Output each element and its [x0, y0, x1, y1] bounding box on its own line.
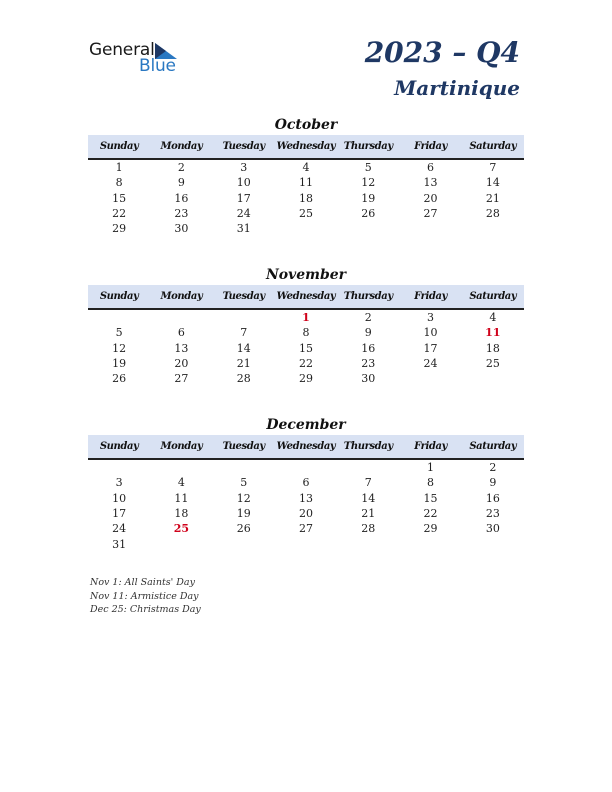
day-cell: 19: [112, 357, 127, 371]
day-cell: 2: [489, 461, 497, 475]
day-cell: 31: [236, 222, 251, 236]
day-cell: 23: [361, 357, 376, 371]
day-cell: 8: [115, 176, 123, 190]
month-block-november: [88, 265, 524, 386]
day-cell: 6: [177, 326, 185, 340]
day-cell: 13: [174, 341, 189, 355]
day-cell: 12: [112, 341, 127, 355]
day-cell: 26: [236, 522, 251, 536]
day-cell: 30: [174, 222, 189, 236]
day-cell: 1: [427, 461, 435, 475]
day-cell: 11: [298, 176, 313, 190]
week-row: [88, 221, 524, 236]
week-row: [88, 310, 524, 325]
weekday-header-row: [88, 435, 524, 460]
day-cell: 9: [364, 326, 372, 340]
day-cell: 18: [485, 341, 500, 355]
holiday-note: Nov 11: Armistice Day: [90, 590, 199, 602]
day-cell: 28: [236, 372, 251, 386]
weekday-saturday: Saturday: [469, 141, 517, 152]
day-cell: 26: [112, 372, 127, 386]
weekday-friday: Friday: [414, 441, 447, 452]
weekday-header-row: [88, 285, 524, 310]
day-cell: 23: [485, 507, 500, 521]
day-cell: 27: [298, 522, 313, 536]
weekday-header-row: [88, 135, 524, 160]
day-cell: 10: [112, 491, 127, 505]
day-cell: 9: [489, 476, 497, 490]
weekday-sunday: Sunday: [99, 291, 139, 302]
day-cell: 17: [423, 341, 438, 355]
week-row: [88, 475, 524, 490]
day-cell: 22: [423, 507, 438, 521]
day-cell: 8: [302, 326, 310, 340]
day-cell: 20: [174, 357, 189, 371]
day-cell: 1: [115, 161, 123, 175]
day-cell: 15: [112, 191, 127, 205]
day-cell: 19: [361, 191, 376, 205]
month-name: December: [266, 417, 346, 433]
day-cell: 27: [423, 207, 438, 221]
holiday-day-cell: 11: [485, 326, 501, 340]
day-cell: 16: [361, 341, 376, 355]
day-cell: 10: [236, 176, 251, 190]
day-cell: 16: [485, 491, 500, 505]
holiday-note: Dec 25: Christmas Day: [90, 604, 201, 615]
day-cell: 22: [298, 357, 313, 371]
day-cell: 19: [236, 507, 251, 521]
day-cell: 26: [361, 207, 376, 221]
day-cell: 21: [236, 357, 251, 371]
day-cell: 2: [177, 161, 185, 175]
day-cell: 4: [302, 161, 310, 175]
day-cell: 4: [489, 311, 497, 325]
day-cell: 14: [361, 491, 376, 505]
day-cell: 17: [236, 191, 251, 205]
week-row: [88, 536, 524, 551]
day-cell: 13: [298, 491, 313, 505]
day-cell: 29: [423, 522, 438, 536]
day-cell: 29: [112, 222, 127, 236]
day-cell: 3: [427, 311, 435, 325]
week-row: [88, 341, 524, 356]
day-cell: 15: [298, 341, 313, 355]
day-cell: 24: [236, 207, 251, 221]
week-row: [88, 160, 524, 175]
weekday-saturday: Saturday: [469, 441, 517, 452]
day-cell: 27: [174, 372, 189, 386]
weekday-saturday: Saturday: [469, 291, 517, 302]
week-row: [88, 460, 524, 475]
weekday-thursday: Thursday: [343, 291, 393, 302]
weekday-sunday: Sunday: [99, 441, 139, 452]
day-cell: 3: [240, 161, 248, 175]
day-cell: 7: [240, 326, 248, 340]
day-cell: 5: [115, 326, 123, 340]
day-cell: 21: [485, 191, 500, 205]
weekday-thursday: Thursday: [343, 141, 393, 152]
weekday-friday: Friday: [414, 141, 447, 152]
weekday-sunday: Sunday: [99, 141, 139, 152]
week-row: [88, 325, 524, 340]
weekday-wednesday: Wednesday: [276, 141, 336, 152]
day-cell: 31: [112, 537, 127, 551]
day-cell: 12: [361, 176, 376, 190]
weekday-monday: Monday: [160, 441, 203, 452]
day-cell: 14: [236, 341, 251, 355]
holiday-day-cell: 1: [302, 311, 310, 325]
day-cell: 24: [423, 357, 438, 371]
day-cell: 23: [174, 207, 189, 221]
weekday-tuesday: Tuesday: [222, 441, 265, 452]
day-cell: 8: [427, 476, 435, 490]
weekday-monday: Monday: [160, 141, 203, 152]
week-row: [88, 206, 524, 221]
day-cell: 16: [174, 191, 189, 205]
weekday-tuesday: Tuesday: [222, 291, 265, 302]
day-cell: 29: [298, 372, 313, 386]
day-cell: 10: [423, 326, 438, 340]
week-row: [88, 356, 524, 371]
day-cell: 3: [115, 476, 123, 490]
day-cell: 6: [302, 476, 310, 490]
weekday-thursday: Thursday: [343, 441, 393, 452]
day-cell: 30: [485, 522, 500, 536]
day-cell: 17: [112, 507, 127, 521]
day-cell: 22: [112, 207, 127, 221]
day-cell: 6: [427, 161, 435, 175]
weekday-tuesday: Tuesday: [222, 141, 265, 152]
week-row: [88, 491, 524, 506]
day-cell: 25: [298, 207, 313, 221]
day-cell: 24: [112, 522, 127, 536]
day-cell: 12: [236, 491, 251, 505]
day-cell: 2: [364, 311, 372, 325]
day-cell: 20: [423, 191, 438, 205]
logo: [89, 40, 189, 78]
day-cell: 4: [177, 476, 185, 490]
day-cell: 21: [361, 507, 376, 521]
logo-word-general: General: [89, 40, 155, 60]
day-cell: 25: [485, 357, 500, 371]
week-row: [88, 191, 524, 206]
weekday-wednesday: Wednesday: [276, 441, 336, 452]
place-title: Martinique: [394, 76, 520, 100]
page-title: 2023 – Q4: [364, 36, 520, 69]
day-cell: 18: [298, 191, 313, 205]
month-block-october: [88, 115, 524, 236]
day-cell: 7: [489, 161, 497, 175]
weekday-friday: Friday: [414, 291, 447, 302]
day-cell: 28: [485, 207, 500, 221]
week-row: [88, 175, 524, 190]
day-cell: 18: [174, 507, 189, 521]
day-cell: 5: [240, 476, 248, 490]
month-name: November: [265, 267, 347, 283]
week-row: [88, 521, 524, 536]
logo-word-blue: Blue: [139, 56, 176, 76]
day-cell: 9: [177, 176, 185, 190]
month-name: October: [274, 117, 338, 133]
weekday-wednesday: Wednesday: [276, 291, 336, 302]
day-cell: 11: [174, 491, 189, 505]
day-cell: 30: [361, 372, 376, 386]
day-cell: 20: [298, 507, 313, 521]
day-cell: 28: [361, 522, 376, 536]
week-row: [88, 506, 524, 521]
holiday-note: Nov 1: All Saints' Day: [90, 577, 195, 588]
holiday-notes: [90, 576, 201, 617]
day-cell: 7: [364, 476, 372, 490]
day-cell: 14: [485, 176, 500, 190]
month-block-december: [88, 415, 524, 552]
weekday-monday: Monday: [160, 291, 203, 302]
day-cell: 5: [364, 161, 372, 175]
day-cell: 13: [423, 176, 438, 190]
holiday-day-cell: 25: [173, 522, 190, 536]
day-cell: 15: [423, 491, 438, 505]
week-row: [88, 371, 524, 386]
